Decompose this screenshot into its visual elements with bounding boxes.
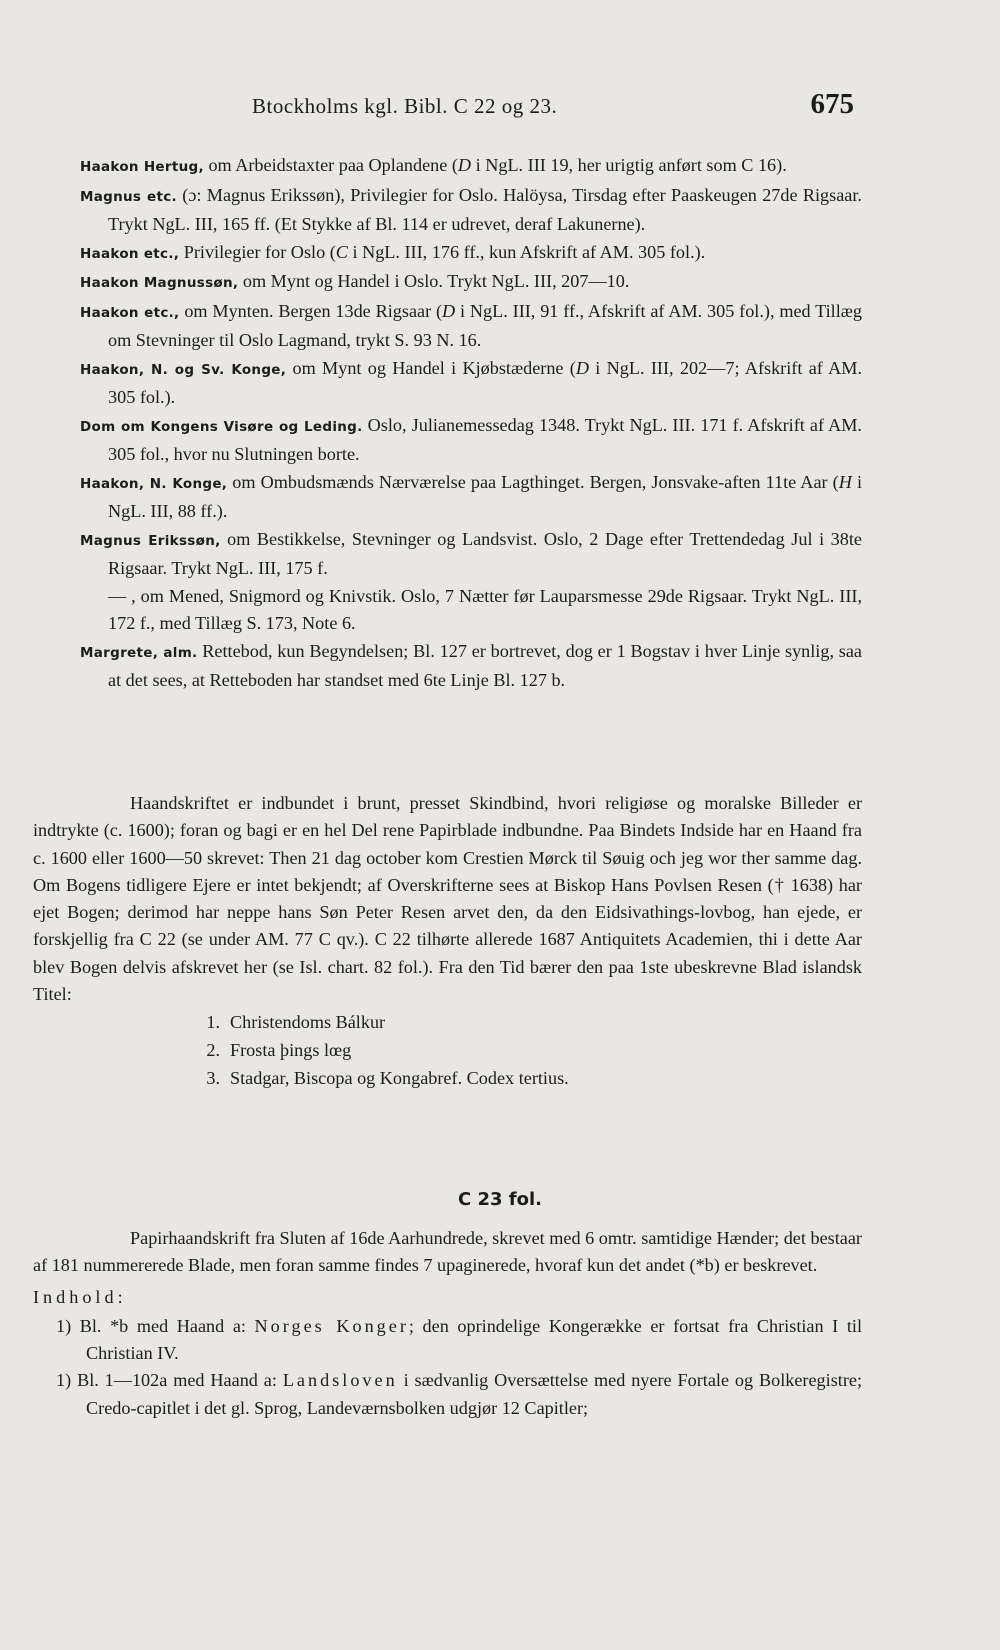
- entry-text: (ɔ: Magnus Erikssøn), Privilegier for Oslo. Halöysa, Tirsdag efter Paaskeugen 27de Rigsaar. Trykt NgL. III, 165 ff. (Et Stykke af Bl. 114 er udrevet, deraf Lakunerne).: [108, 184, 862, 234]
- list-item: [80, 152, 862, 182]
- entry-siglum: C: [335, 241, 348, 262]
- entry-siglum: D: [457, 155, 472, 175]
- running-head: [0, 88, 1000, 126]
- list-item: [80, 239, 862, 269]
- entry-name: Haakon etc.,: [80, 245, 180, 262]
- contents-heading: Indhold:: [33, 1286, 127, 1307]
- list-item: [33, 1313, 862, 1368]
- item-title: Landsloven: [282, 1370, 398, 1391]
- entry-text: om Mynt og Handel i Oslo. Trykt NgL. III, 207—10.: [238, 271, 630, 291]
- entry-name: Haakon, N. og Sv. Konge,: [80, 361, 287, 378]
- entry-text: — , om Mened, Snigmord og Knivstik. Oslo, 7 Nætter før Lauparsmesse 29de Rigsaar. Trykt NgL. III, 172 f., med Tillæg S. 173, Note 6.: [108, 585, 862, 633]
- item-text: Stadgar, Biscopa og Kongabref. Codex tertius.: [230, 1068, 569, 1089]
- entry-text: i NgL. III 19, her urigtig anført som C 16).: [471, 155, 787, 175]
- section-intro: Papirhaandskrift fra Sluten af 16de Aarhundrede, skrevet med 6 omtr. samtidige Hænder; det bestaar af 181 nummererede Blade, men foran samme findes 7 upaginerede, hvoraf kun det andet (*b) er beskrevet.: [33, 1228, 862, 1276]
- item-text: Christendoms Bálkur: [230, 1012, 386, 1033]
- entry-text: om Bestikkelse, Stevninger og Landsvist. Oslo, 2 Dage efter Trettendedag Jul i 38te Rigsaar. Trykt NgL. III, 175 f.: [108, 528, 862, 578]
- item-number: 3.: [206, 1068, 220, 1089]
- entry-list: [80, 152, 862, 695]
- item-number: 1): [56, 1315, 72, 1336]
- list-item: [184, 1064, 862, 1092]
- page-number: 675: [810, 88, 854, 120]
- entry-siglum: D: [575, 357, 589, 378]
- section-body: [33, 1225, 862, 1422]
- list-item: [184, 1008, 862, 1036]
- item-number: 2.: [206, 1040, 220, 1061]
- entry-name: Haakon, N. Konge,: [80, 475, 228, 492]
- item-text: i sædvanlig Oversættelse med nyere Fortale og Bolkeregistre; Credo-capitlet i det gl. Sprog, Landeværnsbolken udgjør 12 Capitler;: [86, 1370, 863, 1418]
- entry-text: i NgL. III, 88 ff.).: [108, 471, 862, 521]
- title-list: [184, 1008, 862, 1092]
- list-item: [80, 526, 862, 583]
- entry-text: om Arbeidstaxter paa Oplandene (: [203, 155, 458, 175]
- list-item: [80, 182, 862, 239]
- item-text: Frosta þings lœg: [230, 1040, 352, 1061]
- item-text: Bl. *b med Haand a:: [79, 1315, 255, 1336]
- item-number: 1): [56, 1370, 72, 1391]
- description-block: [33, 790, 862, 1092]
- entry-text: i NgL. III, 91 ff., Afskrift af AM. 305 fol.), med Tillæg om Stevninger til Oslo Lagmand, trykt S. 93 N. 16.: [108, 300, 863, 350]
- entry-text: om Ombudsmænds Nærværelse paa Lagthinget. Bergen, Jonsvake-aften 11te Aar (: [227, 471, 839, 492]
- entry-text: Oslo, Julianemessedag 1348. Trykt NgL. III. 171 f. Afskrift af AM. 305 fol., hvor nu Slutningen borte.: [108, 414, 862, 464]
- list-item: [80, 469, 862, 526]
- list-item: [80, 298, 862, 355]
- entry-siglum: H: [838, 471, 852, 492]
- entry-text: i NgL. III, 176 ff., kun Afskrift af AM. 305 fol.).: [347, 241, 706, 262]
- section-heading: C 23 fol.: [458, 1189, 542, 1210]
- list-item: [80, 583, 862, 638]
- entry-name: Margrete, alm.: [80, 644, 198, 661]
- entry-text: Rettebod, kun Begyndelsen; Bl. 127 er bortrevet, dog er 1 Bogstav i hver Linje synlig, saa at det sees, at Retteboden har standset med 6te Linje Bl. 127 b.: [108, 640, 863, 690]
- item-number: 1.: [206, 1012, 220, 1033]
- entry-text: i NgL. III, 202—7; Afskrift af AM. 305 fol.).: [108, 357, 863, 407]
- item-text: Bl. 1—102a med Haand a:: [77, 1370, 283, 1391]
- entry-name: Magnus etc.: [80, 188, 177, 205]
- entry-name: Haakon Magnussøn,: [80, 275, 239, 291]
- entry-text: Privilegier for Oslo (: [179, 241, 336, 262]
- description-paragraph: Haandskriftet er indbundet i brunt, presset Skindbind, hvori religiøse og moralske Billeder er indtrykte (c. 1600); foran og bagi er en hel Del rene Papirblade indbundne. Paa Bindets Indside har en Haand fra c. 1600 eller 1600—50 skrevet: Then 21 dag october kom Crestien Mørck til Søuig och jeg wor ther samme dag. Om Bogens tidligere Ejere er intet bekjendt; af Overskrifterne sees at Biskop Hans Povlsen Resen († 1638) har ejet Bogen; derimod har neppe hans Søn Peter Resen arvet den, da den Eidsivathings-lovbog, han ejede, er forskjellig fra C 22 (se under AM. 77 C qv.). C 22 tilhørte allerede 1687 Antiquitets Academien, thi i dette Aar blev Bogen delvis afskrevet her (se Isl. chart. 82 fol.). Fra den Tid bærer den paa 1ste ubeskrevne Blad islandsk Titel:: [33, 793, 862, 1005]
- entry-name: Haakon etc.,: [80, 304, 180, 321]
- list-item: [80, 412, 862, 469]
- entry-name: Magnus Erikssøn,: [80, 532, 221, 549]
- list-item: [80, 638, 862, 695]
- list-item: [33, 1367, 862, 1422]
- entry-text: om Mynten. Bergen 13de Rigsaar (: [179, 300, 443, 321]
- list-item: [80, 355, 862, 412]
- item-title: Norges Konger: [254, 1315, 409, 1336]
- running-title: Btockholms kgl. Bibl. C 22 og 23.: [252, 94, 558, 118]
- entry-name: Haakon Hertug,: [80, 159, 204, 175]
- entry-siglum: D: [442, 300, 456, 321]
- item-text: ; den oprindelige Kongerække er fortsat fra Christian I til Christian IV.: [86, 1315, 862, 1364]
- entry-text: om Mynt og Handel i Kjøbstæderne (: [286, 357, 576, 378]
- entry-name: Dom om Kongens Visøre og Leding.: [80, 418, 363, 435]
- list-item: [80, 268, 862, 298]
- list-item: [184, 1036, 862, 1064]
